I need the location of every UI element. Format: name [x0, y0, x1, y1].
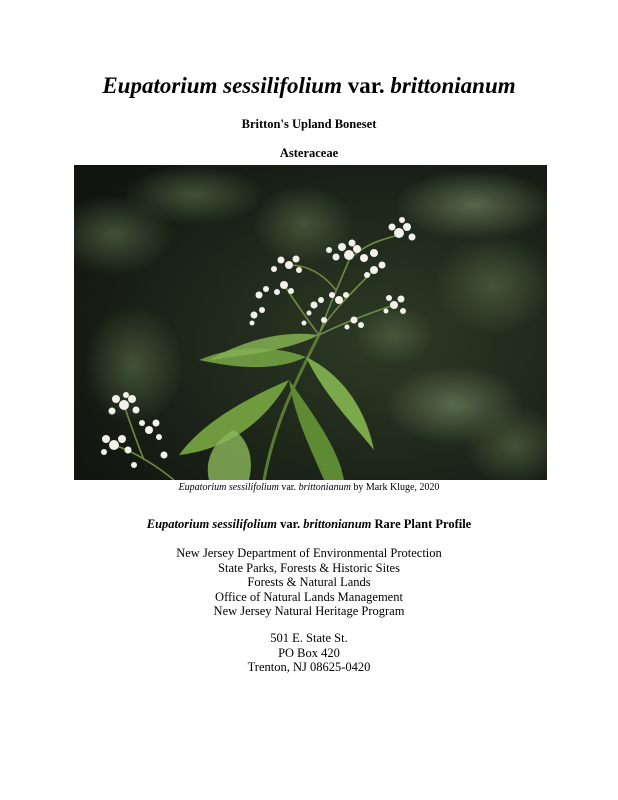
profile-suffix: Rare Plant Profile — [371, 517, 472, 531]
address-line: PO Box 420 — [278, 645, 340, 660]
agency-line: Office of Natural Lands Management — [215, 589, 403, 604]
agency-line: State Parks, Forests & Historic Sites — [218, 560, 400, 575]
agency-block — [0, 546, 618, 619]
title-var: var. — [342, 73, 391, 98]
profile-genus-species: Eupatorium sessilifolium — [146, 517, 277, 531]
profile-heading — [0, 516, 618, 532]
profile-var: var. — [277, 517, 304, 531]
profile-variety: brittonianum — [303, 517, 372, 531]
photo-caption — [0, 481, 618, 494]
common-name: Britton's Upland Boneset — [241, 117, 377, 131]
caption-variety: brittonianum — [298, 482, 351, 493]
title-variety: brittonianum — [390, 73, 516, 98]
address-line: 501 E. State St. — [270, 631, 348, 645]
address-block — [0, 631, 618, 675]
caption-credit: by Mark Kluge, 2020 — [350, 482, 440, 493]
plant-photo-illustration — [74, 165, 547, 480]
caption-genus-species: Eupatorium sessilifolium — [178, 482, 279, 493]
document-title — [0, 72, 618, 100]
caption-var: var. — [278, 482, 299, 493]
agency-line: Forests & Natural Lands — [247, 575, 371, 589]
title-genus-species: Eupatorium sessilifolium — [102, 73, 342, 98]
agency-line: New Jersey Department of Environmental Protection — [176, 546, 442, 560]
agency-line: New Jersey Natural Heritage Program — [213, 604, 405, 618]
plant-photo — [74, 165, 547, 480]
address-line: Trenton, NJ 08625-0420 — [247, 660, 371, 674]
family-name: Asteraceae — [279, 146, 339, 160]
